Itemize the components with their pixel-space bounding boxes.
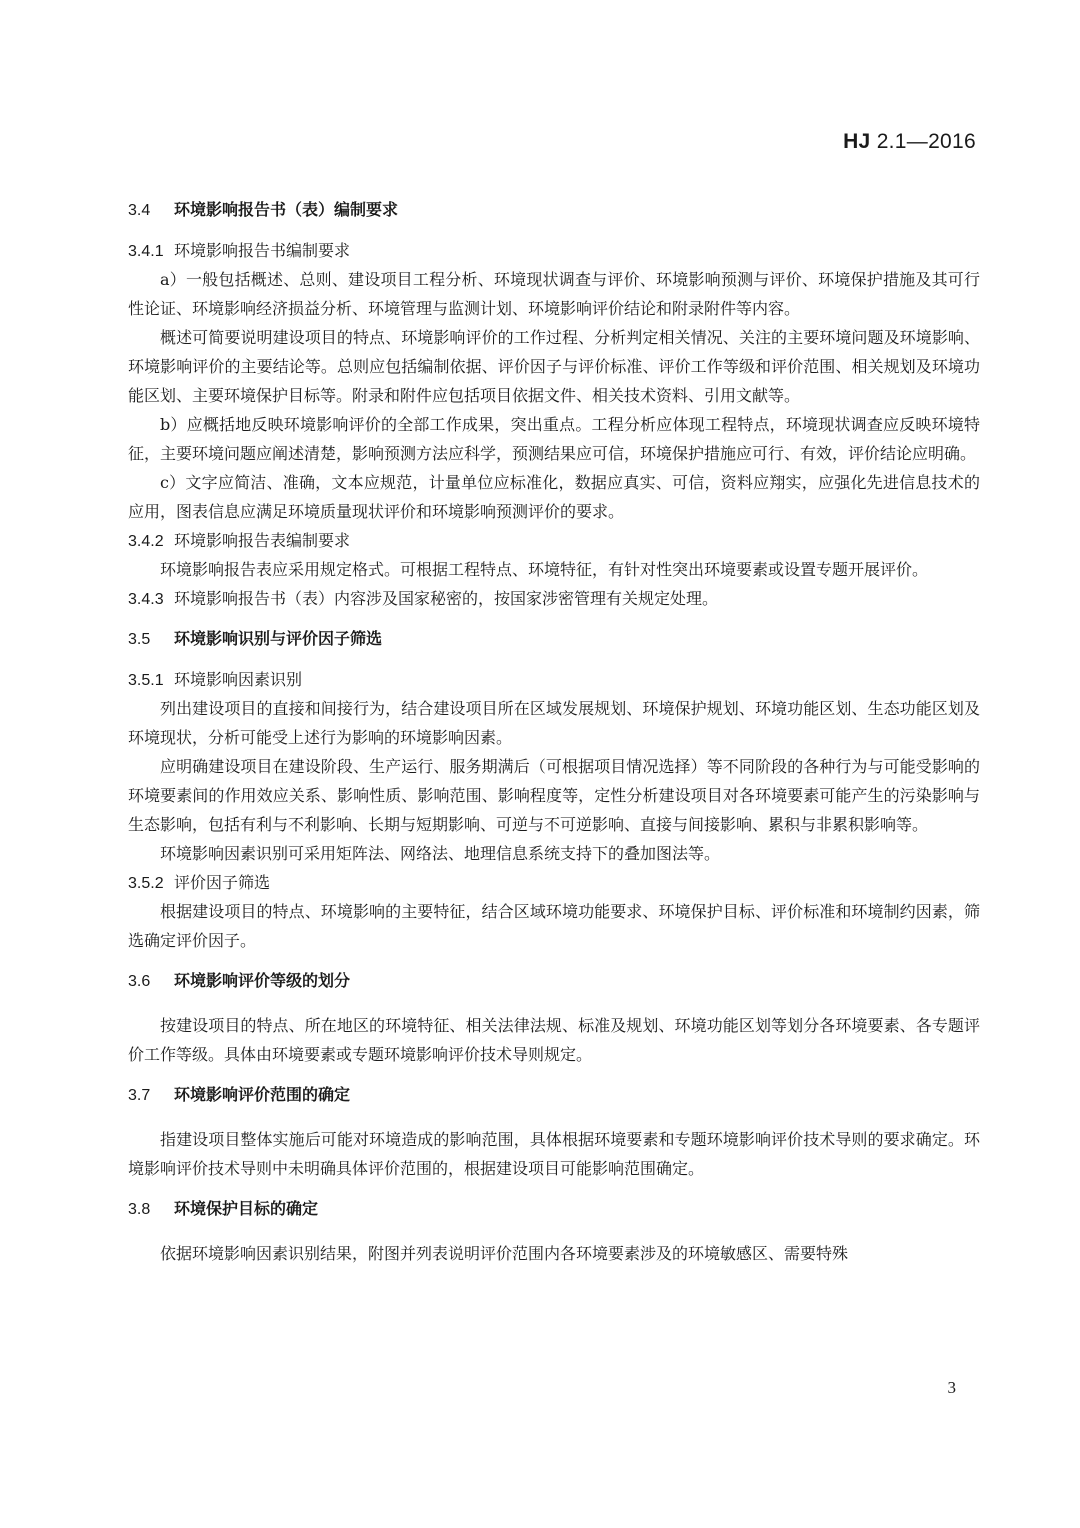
section-number: 3.8 (128, 1201, 151, 1218)
section-title: 环境影响报告书（表）内容涉及国家秘密的，按国家涉密管理有关规定处理。 (174, 589, 719, 608)
paragraph: 列出建设项目的直接和间接行为，结合建设项目所在区域发展规划、环境保护规划、环境功能区划、生态功能区划及环境现状，分析可能受上述行为影响的环境影响因素。 (128, 699, 980, 747)
section-heading-3-4-1 (128, 236, 980, 265)
section-number: 3.5.2 (128, 875, 164, 892)
section-title: 环境影响报告表编制要求 (174, 531, 351, 550)
section-heading-3-5-2 (128, 868, 980, 897)
section-heading-3-4 (128, 196, 980, 224)
section-title: 环境影响识别与评价因子筛选 (174, 629, 383, 648)
section-title: 环境影响报告书（表）编制要求 (174, 200, 399, 219)
section-heading-3-7 (128, 1081, 980, 1109)
paragraph: 概述可简要说明建设项目的特点、环境影响评价的工作过程、分析判定相关情况、关注的主要环境问题及环境影响、环境影响评价的主要结论等。总则应包括编制依据、评价因子与评价标准、评价工作等级和评价范围、相关规划及环境功能区划、主要环境保护目标等。附录和附件应包括项目依据文件、相关技术资料、引用文献等。 (128, 328, 980, 405)
section-title: 环境影响报告书编制要求 (174, 241, 351, 260)
section-heading-3-4-3 (128, 584, 980, 613)
document-body (128, 196, 980, 1268)
section-heading-3-6 (128, 967, 980, 995)
section-title: 环境影响因素识别 (174, 670, 303, 689)
section-number: 3.5.1 (128, 672, 164, 689)
standard-number (843, 130, 976, 154)
section-heading-3-4-2 (128, 526, 980, 555)
section-heading-3-5 (128, 625, 980, 653)
section-title: 评价因子筛选 (174, 873, 271, 892)
paragraph: 环境影响报告表应采用规定格式。可根据工程特点、环境特征，有针对性突出环境要素或设置专题开展评价。 (160, 560, 929, 579)
paragraph: b）应概括地反映环境影响评价的全部工作成果，突出重点。工程分析应体现工程特点，环境现状调查应反映环境特征，主要环境问题应阐述清楚，影响预测方法应科学，预测结果应可信，环境保护措施应可行、有效，评价结论应明确。 (128, 415, 980, 463)
section-number: 3.6 (128, 973, 151, 990)
paragraph: 按建设项目的特点、所在地区的环境特征、相关法律法规、标准及规划、环境功能区划等划分各环境要素、各专题评价工作等级。具体由环境要素或专题环境影响评价技术导则规定。 (128, 1016, 980, 1064)
section-title: 环境影响评价范围的确定 (174, 1085, 351, 1104)
section-number: 3.7 (128, 1087, 151, 1104)
standard-code: 2.1—2016 (876, 130, 976, 153)
paragraph: 指建设项目整体实施后可能对环境造成的影响范围，具体根据环境要素和专题环境影响评价技术导则的要求确定。环境影响评价技术导则中未明确具体评价范围的，根据建设项目可能影响范围确定。 (128, 1130, 980, 1178)
paragraph: 应明确建设项目在建设阶段、生产运行、服务期满后（可根据项目情况选择）等不同阶段的各种行为与可能受影响的环境要素间的作用效应关系、影响性质、影响范围、影响程度等，定性分析建设项目对各环境要素可能产生的污染影响与生态影响，包括有利与不利影响、长期与短期影响、可逆与不可逆影响、直接与间接影响、累积与非累积影响等。 (128, 757, 980, 834)
section-number: 3.5 (128, 631, 151, 648)
section-title: 环境保护目标的确定 (174, 1199, 319, 1218)
section-number: 3.4.3 (128, 591, 164, 608)
section-number: 3.4.2 (128, 533, 164, 550)
paragraph: a）一般包括概述、总则、建设项目工程分析、环境现状调查与评价、环境影响预测与评价、环境保护措施及其可行性论证、环境影响经济损益分析、环境管理与监测计划、环境影响评价结论和附录附件等内容。 (128, 270, 980, 318)
section-title: 环境影响评价等级的划分 (174, 971, 351, 990)
paragraph: 环境影响因素识别可采用矩阵法、网络法、地理信息系统支持下的叠加图法等。 (160, 844, 721, 863)
section-heading-3-5-1 (128, 665, 980, 694)
standard-prefix: HJ (843, 130, 871, 153)
section-heading-3-8 (128, 1195, 980, 1223)
paragraph: 根据建设项目的特点、环境影响的主要特征，结合区域环境功能要求、环境保护目标、评价标准和环境制约因素，筛选确定评价因子。 (128, 902, 980, 950)
section-number: 3.4.1 (128, 243, 164, 260)
paragraph: c）文字应简洁、准确，文本应规范，计量单位应标准化，数据应真实、可信，资料应翔实，应强化先进信息技术的应用，图表信息应满足环境质量现状评价和环境影响预测评价的要求。 (128, 473, 980, 521)
paragraph: 依据环境影响因素识别结果，附图并列表说明评价范围内各环境要素涉及的环境敏感区、需要特殊 (160, 1244, 849, 1263)
page-number: 3 (947, 1378, 956, 1397)
section-number: 3.4 (128, 202, 151, 219)
